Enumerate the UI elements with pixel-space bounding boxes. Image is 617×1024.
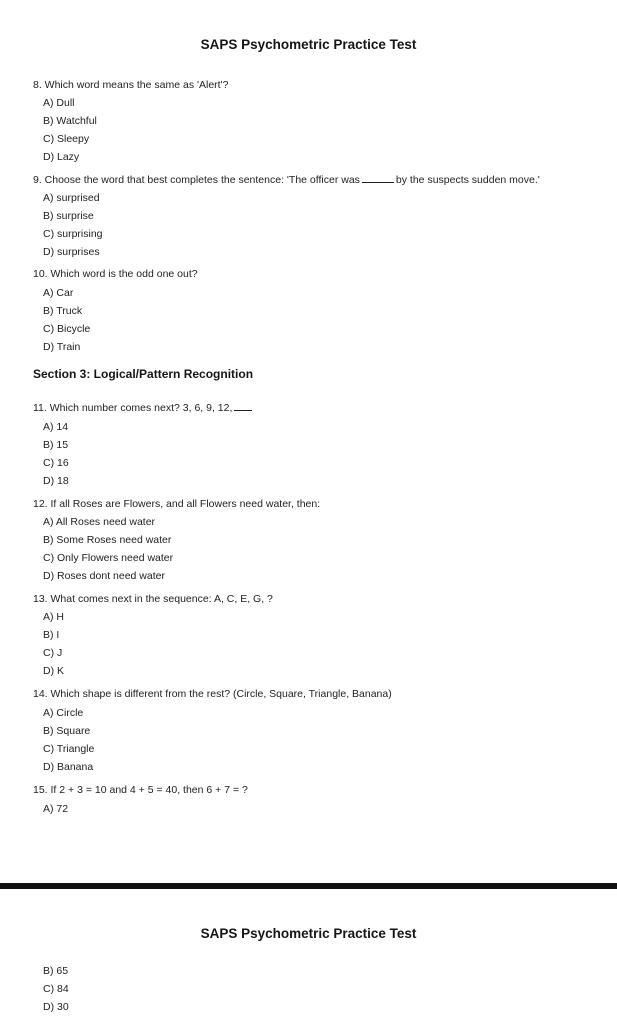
q11-option-a: A) 14	[43, 421, 69, 433]
question-11-text: 11. Which number comes next? 3, 6, 9, 12,	[33, 402, 233, 414]
q8-option-a: A) Dull	[43, 97, 75, 109]
q11-option-d: D) 18	[43, 475, 69, 487]
question-9	[33, 174, 540, 186]
q8-option-d: D) Lazy	[43, 151, 80, 163]
answer-blank	[362, 181, 394, 183]
q12-option-b: B) Some Roses need water	[43, 534, 172, 546]
q14-option-b: B) Square	[43, 725, 91, 737]
q12-option-d: D) Roses dont need water	[43, 570, 165, 582]
q9-option-a: A) surprised	[43, 192, 100, 204]
section-3-heading: Section 3: Logical/Pattern Recognition	[33, 367, 254, 381]
question-12: 12. If all Roses are Flowers, and all Flowers need water, then:	[33, 498, 321, 510]
page-title: SAPS Psychometric Practice Test	[200, 926, 417, 941]
q11-option-b: B) 15	[43, 439, 69, 451]
q15-option-a: A) 72	[43, 803, 69, 815]
q14-option-c: C) Triangle	[43, 743, 95, 755]
q15-option-c: C) 84	[43, 983, 69, 995]
q10-option-d: D) Train	[43, 341, 81, 353]
q10-option-c: C) Bicycle	[43, 323, 91, 335]
q15-option-d: D) 30	[43, 1001, 69, 1013]
q12-option-a: A) All Roses need water	[43, 516, 156, 528]
q14-option-a: A) Circle	[43, 707, 84, 719]
q13-option-c: C) J	[43, 647, 63, 659]
document-page-2	[0, 890, 617, 1024]
question-13: 13. What comes next in the sequence: A, C, E, G, ?	[33, 593, 273, 605]
q13-option-a: A) H	[43, 611, 64, 623]
question-8: 8. Which word means the same as 'Alert'?	[33, 79, 229, 91]
q10-option-a: A) Car	[43, 287, 74, 299]
answer-blank	[234, 409, 252, 411]
q11-option-c: C) 16	[43, 457, 69, 469]
question-15: 15. If 2 + 3 = 10 and 4 + 5 = 40, then 6 + 7 = ?	[33, 784, 248, 796]
q14-option-d: D) Banana	[43, 761, 94, 773]
question-9-text-before: 9. Choose the word that best completes the sentence: 'The officer was	[33, 174, 360, 186]
q9-option-d: D) surprises	[43, 246, 100, 258]
q8-option-b: B) Watchful	[43, 115, 97, 127]
q8-option-c: C) Sleepy	[43, 133, 90, 145]
q9-option-b: B) surprise	[43, 210, 94, 222]
q10-option-b: B) Truck	[43, 305, 83, 317]
q15-option-b: B) 65	[43, 965, 69, 977]
page-title: SAPS Psychometric Practice Test	[200, 37, 417, 52]
q9-option-c: C) surprising	[43, 228, 103, 240]
question-10: 10. Which word is the odd one out?	[33, 268, 198, 280]
q12-option-c: C) Only Flowers need water	[43, 552, 174, 564]
page-break-divider	[0, 883, 617, 889]
question-14: 14. Which shape is different from the rest? (Circle, Square, Triangle, Banana)	[33, 688, 392, 700]
q13-option-b: B) I	[43, 629, 60, 641]
question-11	[33, 402, 254, 414]
question-9-text-after: by the suspects sudden move.'	[395, 174, 540, 186]
q13-option-d: D) K	[43, 665, 64, 677]
